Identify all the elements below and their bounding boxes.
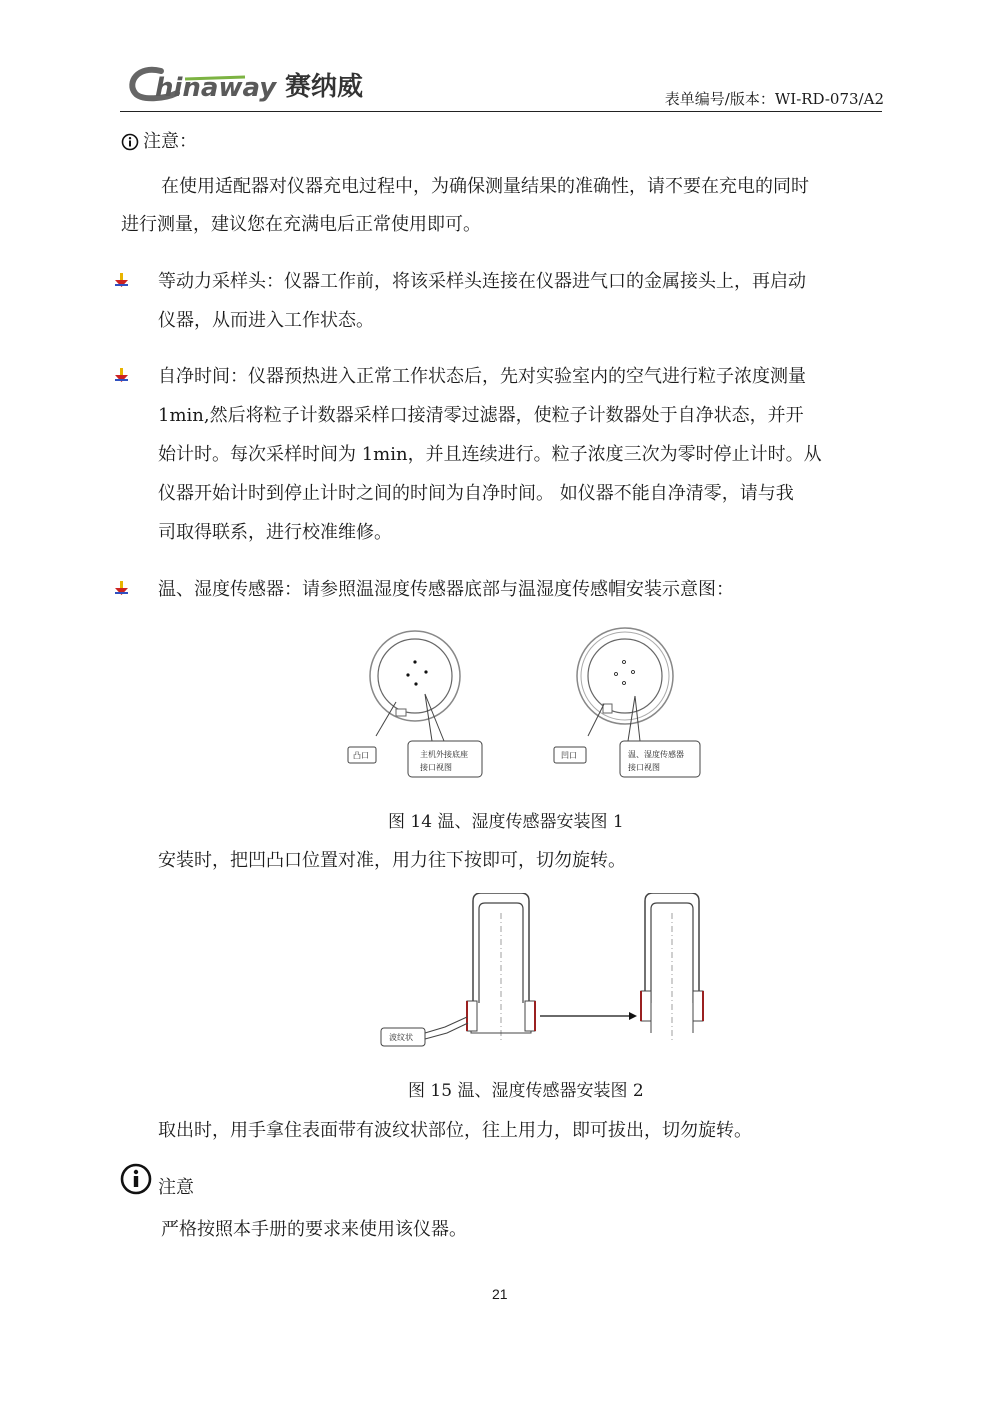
arrow-bullet-icon xyxy=(113,580,129,596)
figure-15-diagram xyxy=(375,893,715,1053)
note-heading-1 xyxy=(121,131,197,153)
note-label: 注意： xyxy=(143,131,197,152)
page-number: 21 xyxy=(492,1286,508,1302)
note2-text: 严格按照本手册的要求来使用该仪器。 xyxy=(161,1219,467,1240)
sensor-cap-after xyxy=(641,893,703,1043)
removal-instruction: 取出时，用手拿住表面带有波纹状部位，往上用力，即可拔出，切勿旋转。 xyxy=(158,1120,752,1141)
install-instruction: 安装时，把凹凸口位置对准，用力往下按即可，切勿旋转。 xyxy=(158,850,626,871)
info-icon xyxy=(121,133,139,151)
bullet2-line-2: 1min,然后将粒子计数器采样口接清零过滤器，使粒子计数器处于自净状态，并开 xyxy=(158,405,804,426)
bullet2-line-4: 仪器开始计时到停止计时之间的时间为自净时间。 如仪器不能自净清零，请与我 xyxy=(158,483,794,504)
figure-14-caption: 图 14 温、湿度传感器安装图 1 xyxy=(388,812,624,832)
bullet1-line-2: 仪器，从而进入工作状态。 xyxy=(158,310,374,331)
label-sensor-interface-2: 接口视图 xyxy=(628,763,660,772)
form-number: 表单编号/版本：WI-RD-073/A2 xyxy=(664,90,884,108)
label-sensor-interface-1: 温、湿度传感器 xyxy=(628,750,684,759)
logo-wordmark: hinaway xyxy=(155,73,277,103)
base-interface-view xyxy=(370,631,460,741)
logo-cn: 赛纳威 xyxy=(285,72,364,102)
info-icon xyxy=(120,1163,152,1195)
sensor-interface-view xyxy=(577,628,673,741)
label-base-interface-1: 主机外接底座 xyxy=(420,750,468,759)
figure-14-diagram xyxy=(340,624,710,784)
bullet1-line-1: 等动力采样头：仪器工作前，将该采样头连接在仪器进气口的金属接头上，再启动 xyxy=(158,271,806,292)
arrow-bullet-icon xyxy=(113,272,129,288)
label-corrugated: 波纹状 xyxy=(389,1033,413,1042)
bullet2-line-5: 司取得联系，进行校准维修。 xyxy=(158,522,392,543)
bullet3-line-1: 温、湿度传感器：请参照温湿度传感器底部与温湿度传感帽安装示意图： xyxy=(158,579,734,600)
bullet2-line-3: 始计时。每次采样时间为 1min，并且连续进行。粒子浓度三次为零时停止计时。从 xyxy=(158,444,822,465)
label-concave-notch: 凹口 xyxy=(561,751,577,760)
arrow-bullet-icon xyxy=(113,367,129,383)
note2-label: 注意 xyxy=(158,1177,194,1198)
header-rule xyxy=(120,111,882,112)
label-convex-notch: 凸口 xyxy=(353,751,369,760)
figure-15-caption: 图 15 温、湿度传感器安装图 2 xyxy=(408,1081,644,1101)
note1-line-1: 在使用适配器对仪器充电过程中，为确保测量结果的准确性，请不要在充电的同时 xyxy=(161,176,809,197)
sensor-cap-before xyxy=(467,893,535,1043)
note1-line-2: 进行测量，建议您在充满电后正常使用即可。 xyxy=(121,214,481,235)
bullet2-line-1: 自净时间：仪器预热进入正常工作状态后，先对实验室内的空气进行粒子浓度测量 xyxy=(158,366,806,387)
company-logo xyxy=(125,63,385,105)
label-base-interface-2: 接口视图 xyxy=(420,763,452,772)
